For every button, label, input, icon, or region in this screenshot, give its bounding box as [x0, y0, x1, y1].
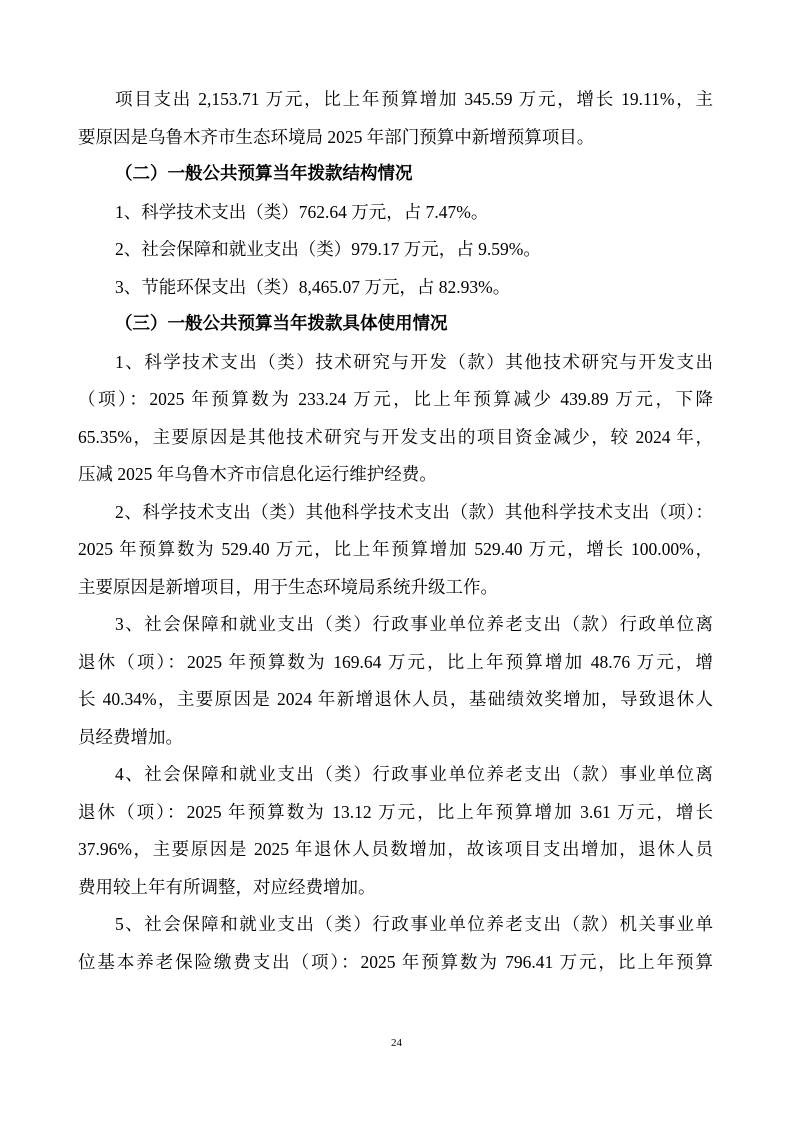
text-line: 压减 2025 年乌鲁木齐市信息化运行维护经费。: [78, 464, 437, 484]
section-heading: （二）一般公共预算当年拨款结构情况: [115, 164, 413, 184]
section-budget-structure: [78, 156, 713, 306]
text-line: 2025 年预算数为 529.40 万元，比上年预算增加 529.40 万元，增长 100.00%，: [78, 539, 713, 559]
text-line: 65.35%，主要原因是其他技术研究与开发支出的项目资金减少，较 2024 年，: [78, 426, 713, 447]
text-line: 员经费增加。: [78, 726, 183, 747]
text-line: 3、社会保障和就业支出（类）行政事业单位养老支出（款）行政单位离: [115, 614, 713, 634]
paragraph-item-1: [78, 344, 713, 494]
text-line: 长 40.34%，主要原因是 2024 年新增退休人员，基础绩效奖增加，导致退休人: [78, 689, 713, 709]
page-number: 24: [391, 1037, 402, 1049]
text-line: 项目支出 2,153.71 万元，比上年预算增加 345.59 万元，增长 19.11%，主: [115, 89, 713, 109]
section-budget-usage: [78, 306, 713, 981]
paragraph-item-5: [78, 906, 713, 981]
text-line: （项）：2025 年预算数为 233.24 万元，比上年预算减少 439.89 万元，下降: [78, 389, 713, 409]
list-item: 3、节能环保支出（类）8,465.07 万元，占 82.93%。: [115, 276, 511, 297]
list-item: 2、社会保障和就业支出（类）979.17 万元，占 9.59%。: [115, 239, 541, 259]
text-line: 2、科学技术支出（类）其他科学技术支出（款）其他科学技术支出（项）：: [115, 501, 713, 522]
text-line: 费用较上年有所调整，对应经费增加。: [78, 876, 376, 897]
text-line: 37.96%，主要原因是 2025 年退休人员数增加，故该项目支出增加，退休人员: [78, 839, 713, 859]
text-line: 退休（项）：2025 年预算数为 169.64 万元，比上年预算增加 48.76 万元，增: [78, 651, 713, 672]
text-line: 要原因是乌鲁木齐市生态环境局 2025 年部门预算中新增预算项目。: [78, 126, 595, 147]
text-line: 位基本养老保险缴费支出（项）：2025 年预算数为 796.41 万元，比上年预算: [78, 951, 713, 972]
paragraph-item-2: [78, 494, 713, 607]
intro-paragraph: [78, 81, 713, 156]
text-line: 5、社会保障和就业支出（类）行政事业单位养老支出（款）机关事业单: [115, 914, 713, 934]
paragraph-item-4: [78, 756, 713, 906]
list-item: 1、科学技术支出（类）762.64 万元，占 7.47%。: [115, 201, 489, 222]
text-line: 4、社会保障和就业支出（类）行政事业单位养老支出（款）事业单位离: [115, 764, 713, 784]
body-text: [78, 81, 713, 981]
text-line: 退休（项）：2025 年预算数为 13.12 万元，比上年预算增加 3.61 万元，增长: [78, 801, 713, 822]
text-line: 主要原因是新增项目，用于生态环境局系统升级工作。: [78, 576, 498, 597]
text-line: 1、科学技术支出（类）技术研究与开发（款）其他技术研究与开发支出: [115, 351, 713, 372]
section-heading: （三）一般公共预算当年拨款具体使用情况: [115, 314, 448, 334]
paragraph-item-3: [78, 606, 713, 756]
